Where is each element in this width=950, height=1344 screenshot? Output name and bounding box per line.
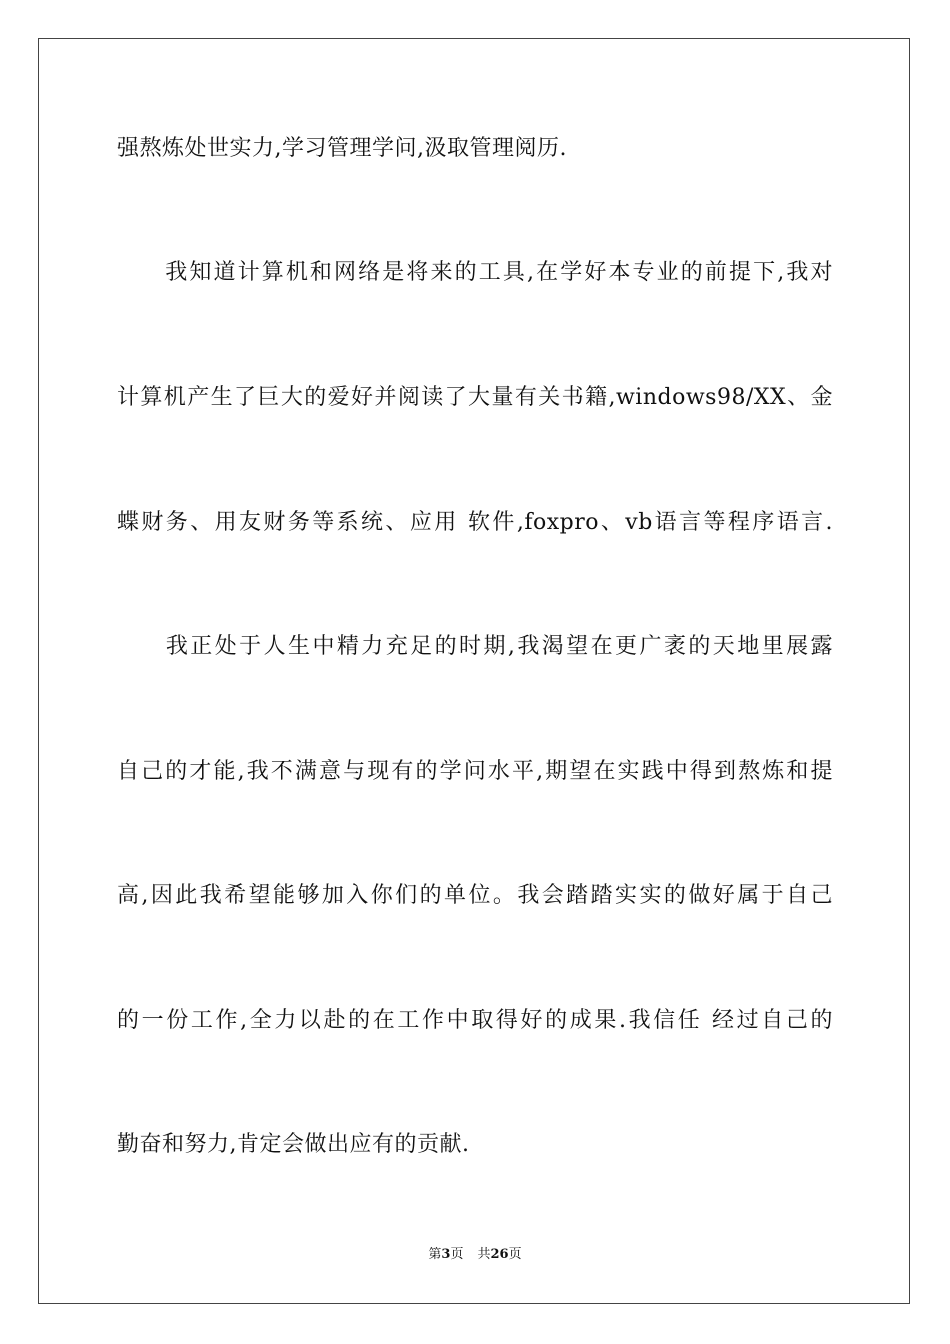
footer-page-suffix: 页 xyxy=(450,1247,464,1262)
footer-total-pages: 26 xyxy=(490,1247,509,1262)
footer-page-prefix: 第 xyxy=(428,1247,442,1262)
page-border xyxy=(38,38,910,1304)
paragraph-line: 自己的才能,我不满意与现有的学问水平,期望在实践中得到熬炼和提 xyxy=(117,759,833,784)
paragraph-line: 蝶财务、用友财务等系统、应用 软件,foxpro、vb语言等程序语言. xyxy=(117,510,833,535)
paragraph-line: 勤奋和努力,肯定会做出应有的贡献. xyxy=(117,1132,470,1157)
footer-total-prefix: 共 xyxy=(477,1247,491,1262)
paragraph-line: 我正处于人生中精力充足的时期,我渴望在更广袤的天地里展露 xyxy=(117,634,833,659)
footer-total-suffix: 页 xyxy=(508,1247,522,1262)
paragraph-line: 计算机产生了巨大的爱好并阅读了大量有关书籍,windows98/XX、金 xyxy=(117,385,833,410)
paragraph-line: 我知道计算机和网络是将来的工具,在学好本专业的前提下,我对 xyxy=(117,260,833,285)
footer-page-number: 3 xyxy=(441,1247,451,1262)
paragraph-line: 强熬炼处世实力,学习管理学问,汲取管理阅历. xyxy=(117,136,567,161)
page-footer xyxy=(0,1247,950,1263)
paragraph-line: 的一份工作,全力以赴的在工作中取得好的成果.我信任 经过自己的 xyxy=(117,1008,833,1033)
paragraph-line: 高,因此我希望能够加入你们的单位。我会踏踏实实的做好属于自己 xyxy=(117,883,833,908)
